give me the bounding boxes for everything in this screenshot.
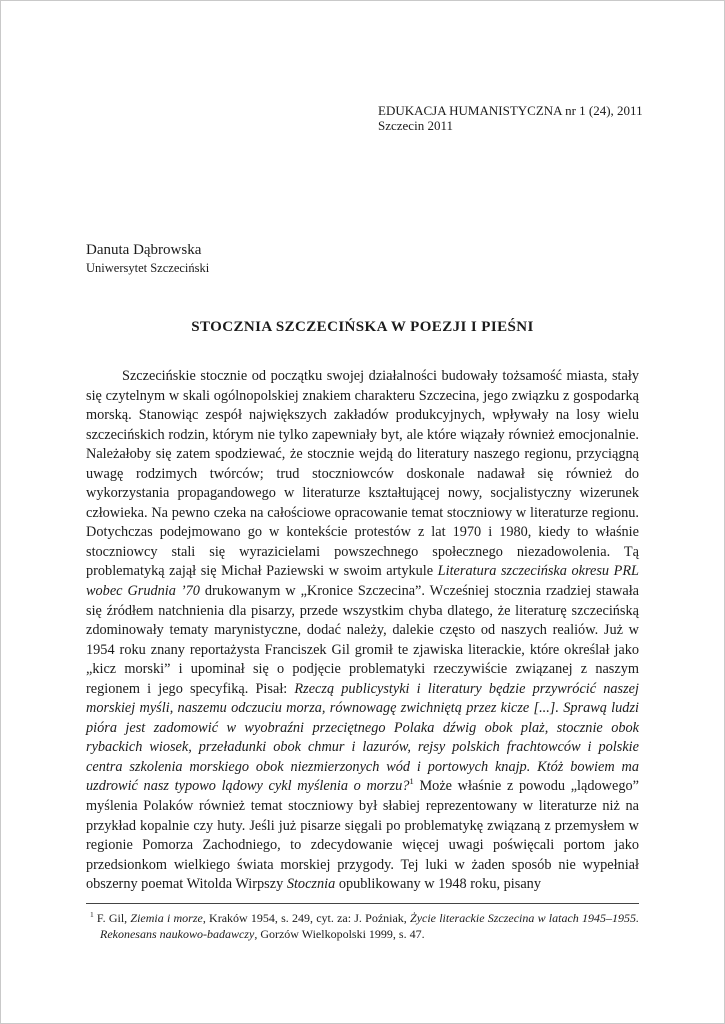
- journal-place-line: Szczecin 2011: [378, 118, 453, 133]
- footnote: [86, 910, 639, 942]
- text-run: 1: [409, 776, 414, 787]
- text-run: F. Gil,: [93, 911, 131, 925]
- footnote-area: [86, 903, 639, 942]
- journal-title-line: EDUKACJA HUMANISTYCZNA nr 1 (24), 2011: [378, 103, 643, 118]
- text-run: Szczecińskie stocznie od początku swojej działalności budowały tożsamość miasta, stały się czytelnym w skali ogólnopolskiej znakiem charakteru Szczecina, jego związku z gospodarką morską. Stanowiąc zespół największych zakładów produkcyjnych, wpływały na losy wielu szczecińskich rodzin, którym nie tylko zapewniały byt, ale które wiązały również emocjonalnie. Należałoby się zatem spodziewać, że stocznie wejdą do literatury naszego regionu, przyciągną uwagę rodzimych twórców; trud stoczniowców doskonale nadawał się również do wykorzystania propagandowego w literaturze kształtującej nowy, socjalistyczny wizerunek człowieka. Na pewno czeka na całościowe opracowanie temat stoczniowy w literaturze regionu. Dotychczas podejmowano go w kontekście protestów z lat 1970 i 1980, kiedy to właśnie stoczniowcy stali się wyrazicielami powszechnego społecznego niezadowolenia. Tą problematyką zajął się Michał Paziewski w swoim artykule: [86, 368, 639, 580]
- text-run: opublikowany w 1948 roku, pisany: [335, 876, 541, 893]
- journal-header: [378, 103, 643, 133]
- article-title: STOCZNIA SZCZECIŃSKA W POEZJI I PIEŚNI: [191, 319, 534, 335]
- text-run: , Kraków 1954, s. 249, cyt. za: J. Poźniak,: [202, 911, 411, 925]
- text-run: , Gorzów Wielkopolski 1999, s. 47.: [254, 927, 425, 941]
- text-run: Ziemia i morze: [130, 911, 203, 925]
- text-run: Literatura szczecińska okresu PRL wobec Grudnia ’70: [86, 563, 640, 600]
- text-run: Życie literackie Szczecina w latach 1945–1955. Rekonesans naukowo-badawczy: [100, 911, 640, 941]
- text-run: Może właśnie z powodu „lądowego” myślenia Polaków również temat stoczniowy był słabiej reprezentowany w literaturze niż na przykład kopalnie czy huty. Jeśli już pisarze sięgali po problematykę związaną z przemysłem w regionie Pomorza Zachodniego, to zdecydowanie więcej uwagi poświęcali portom jako przedsionkom wielkiego świata morskiej przygody. Tej luki w żaden sposób nie wypełniał obszerny poemat Witolda Wirpszy: [86, 778, 639, 893]
- text-run: drukowanym w „Kronice Szczecina”. Wcześniej stocznia rzadziej stawała się źródłem natchnienia dla pisarzy, przede wszystkim chyba dlatego, że literaturę szczecińską zdominowały tematy marynistyczne, dodać należy, dalekie często od naszych realiów. Już w 1954 roku znany reportażysta Franciszek Gil gromił te zjawiska literackie, które określał jako „kicz morski” i upominał się o podjęcie problematyki rzeczywiście związanej z naszym regionem i jego specyfiką. Pisał:: [86, 583, 640, 697]
- body-paragraph: [86, 367, 639, 895]
- text-run: 1: [90, 910, 94, 919]
- text-run: Stocznia: [286, 876, 336, 893]
- footnote-rule: [86, 903, 639, 904]
- text-run: Rzeczą publicystyki i literatury będzie przywrócić naszej morskiej myśli, naszemu odczuciu morza, równowagę zwichniętą przez kicze [...]. Sprawą ludzi pióra jest zadomowić w wyobraźni przeciętnego Polaka dźwig obok plaż, stocznie obok rybackich wiosek, przeładunki obok chmur i lazurów, rejsy polskich frachtowców i polskie centra szkolenia morskiego obok niezmierzonych wód i portowych knajp. Któż bowiem ma uzdrowić nasz typowo lądowy cykl myślenia o morzu?: [86, 680, 639, 795]
- author-affiliation: Uniwersytet Szczeciński: [86, 261, 210, 275]
- author-name: Danuta Dąbrowska: [86, 242, 202, 258]
- author-block: [86, 241, 209, 276]
